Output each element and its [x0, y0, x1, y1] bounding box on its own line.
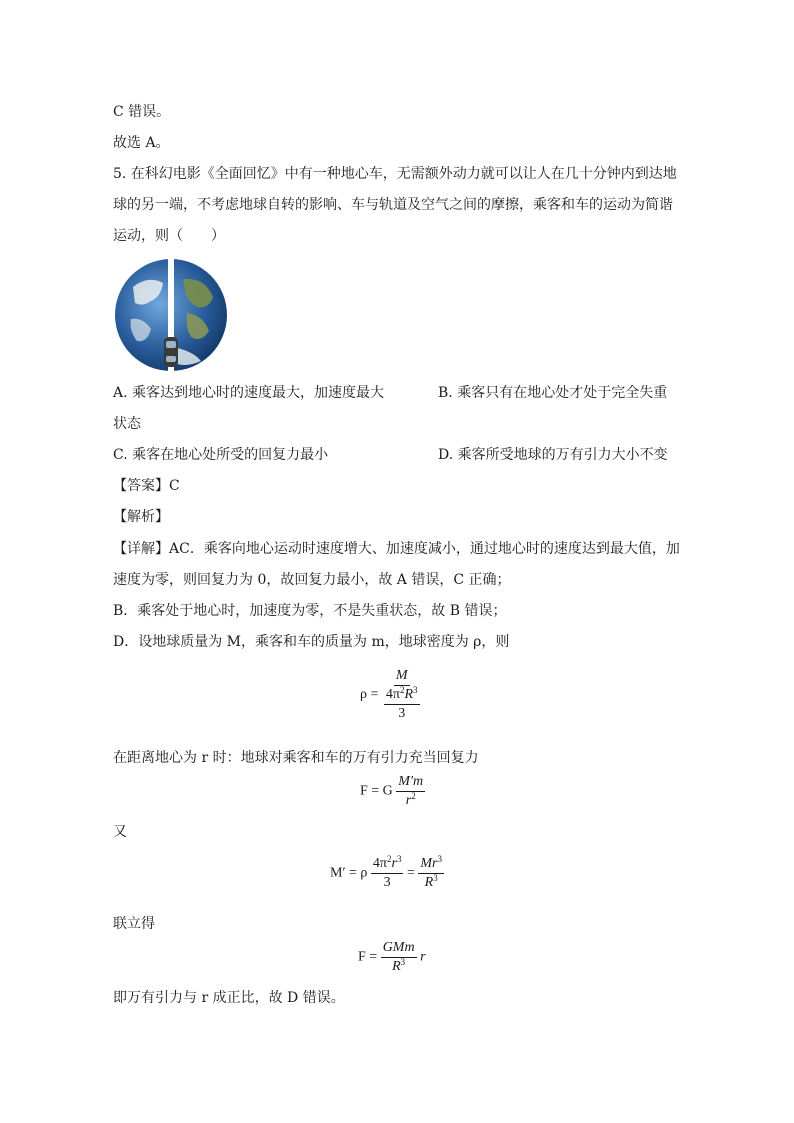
detail-line: B．乘客处于地心时，加速度为零，不是失重状态，故 B 错误；: [113, 603, 507, 619]
formula-lhs: F =: [358, 949, 378, 965]
detail-line: 速度为零，则回复力为 0，故回复力最小，故 A 错误，C 正确；: [113, 572, 511, 588]
formula-gravity: [360, 774, 425, 809]
option-c: C. 乘客在地心处所受的回复力最小: [113, 447, 329, 463]
detail-tag: 【详解】: [113, 541, 169, 557]
formula-denominator: $\frac{4\pi^2R^3}{3}$: [385, 685, 418, 721]
text-line: 在距离地心为 r 时：地球对乘客和车的万有引力充当回复力: [113, 750, 479, 766]
text-line: C 错误。: [113, 104, 171, 120]
formula-lhs: F = G: [360, 783, 393, 799]
formula-density: [360, 668, 422, 722]
answer-value: C: [169, 478, 180, 494]
answer-tag: 【答案】: [113, 478, 169, 494]
option-b-continued: 状态: [113, 416, 141, 432]
answer-line: [113, 476, 180, 496]
formula-fraction: [382, 668, 422, 722]
option-a: A. 乘客达到地心时的速度最大，加速度最大: [113, 385, 385, 401]
formula-numerator: M: [394, 668, 410, 686]
option-b: B. 乘客只有在地心处才处于完全失重: [438, 385, 668, 401]
analysis-tag: 【解析】: [113, 509, 169, 525]
earth-tunnel-figure: [113, 257, 229, 373]
formula-fraction: $\frac{M'm}{r^2}$: [398, 774, 424, 808]
text-line: 即万有引力与 r 成正比，故 D 错误。: [113, 990, 345, 1006]
question-stem: 运动，则（ ）: [113, 228, 225, 244]
text-line: 故选 A。: [113, 135, 170, 151]
formula-result: F = $\frac{\text{GMm}}{R^3}$ r: [358, 940, 426, 974]
formula-lhs: M′ = ρ: [330, 865, 368, 881]
question-stem: 球的另一端，不考虑地球自转的影响、车与轨道及空气之间的摩擦，乘客和车的运动为简谐: [113, 197, 673, 213]
text-line: 又: [113, 824, 127, 840]
detail-line: [113, 539, 680, 559]
formula-mass: M′ = ρ $\frac{4\pi^2r^3}{3}$ = $\frac{Mr^3}{R^3}$: [330, 854, 442, 890]
question-stem: 5. 在科幻电影《全面回忆》中有一种地心车，无需额外动力就可以让人在几十分钟内到达地: [113, 166, 677, 182]
detail-text: AC．乘客向地心运动时速度增大、加速度减小，通过地心时的速度达到最大值，加: [169, 541, 680, 557]
text-line: 联立得: [113, 916, 155, 932]
option-d: D. 乘客所受地球的万有引力大小不变: [438, 447, 668, 463]
detail-line: D．设地球质量为 M，乘客和车的质量为 m，地球密度为 ρ，则: [113, 634, 510, 650]
earth-icon: [113, 257, 229, 373]
formula-lhs: ρ =: [360, 687, 379, 703]
